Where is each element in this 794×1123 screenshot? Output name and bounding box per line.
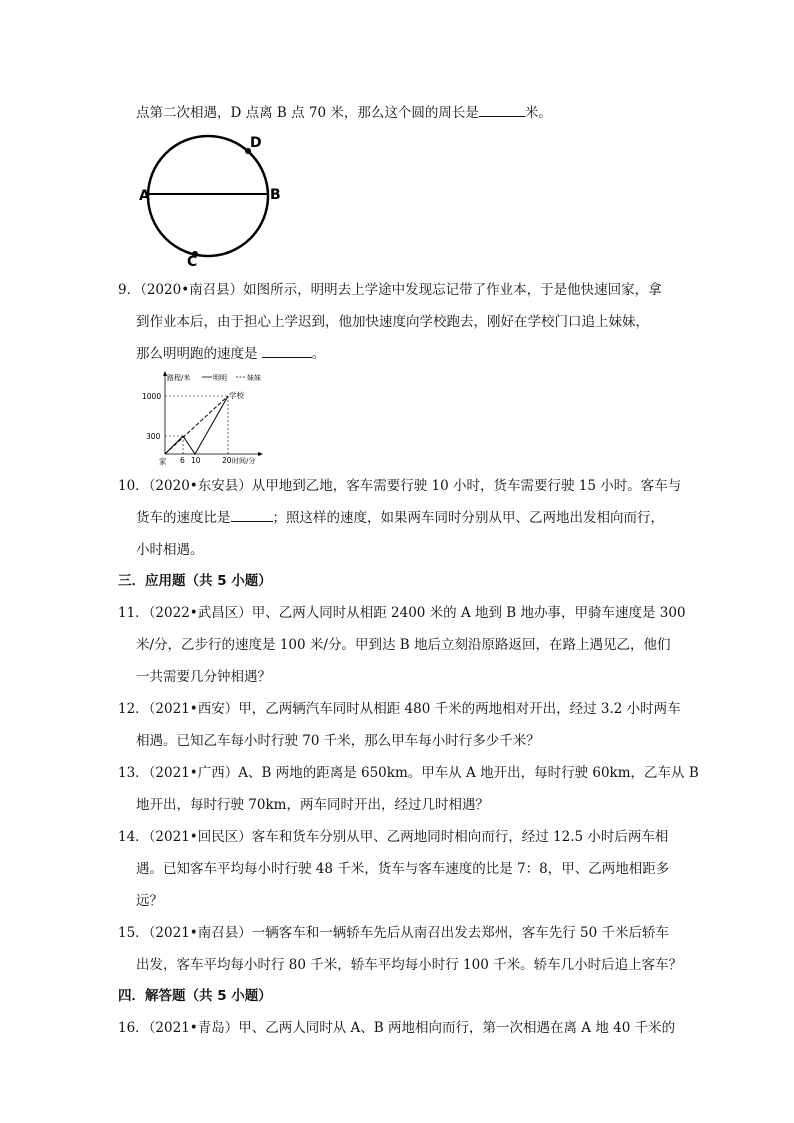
label-a: A xyxy=(139,188,150,204)
question-16-line-1: 16．（2021•青岛）甲、乙两人同时从 A、B 两地相向而行，第一次相遇在离 A 地 40 千米的 xyxy=(118,1020,676,1036)
legend-solid-label: 明明 xyxy=(213,374,227,382)
distance-time-graph xyxy=(140,368,270,468)
question-12-line-2: 相遇。已知乙车每小时行驶 70 千米，那么甲车每小时行多少千米？ xyxy=(136,733,540,749)
school-label: 学校 xyxy=(229,391,244,400)
label-c: C xyxy=(187,254,198,268)
question-10-text: 货车的速度比是 xyxy=(136,510,231,526)
question-12-line-1: 12．（2021•西安）甲，乙两辆汽车同时从相距 480 千米的两地相对开出，经过 3.2 小时两车 xyxy=(118,701,681,717)
question-9-line-2: 到作业本后，由于担心上学迟到，他加快速度向学校跑去，刚好在学校门口追上妹妹， xyxy=(136,314,649,330)
tick-10: 10 xyxy=(191,456,201,465)
question-10-line-3: 小时相遇。 xyxy=(136,542,204,558)
tick-6: 6 xyxy=(180,456,185,465)
section-3-heading: 三．应用题（共 5 小题） xyxy=(118,573,272,589)
question-15-line-1: 15．（2021•南召县）一辆客车和一辆轿车先后从南召出发去郑州，客车先行 50 千米后轿车 xyxy=(118,925,670,941)
question-9-line-3 xyxy=(136,345,325,363)
y-axis-label: 路程/米 xyxy=(167,374,191,382)
section-4-heading: 四．解答题（共 5 小题） xyxy=(118,988,272,1004)
x-axis-label: 时间/分 xyxy=(232,457,256,465)
question-14-line-3: 远？ xyxy=(136,893,163,909)
tick-300: 300 xyxy=(146,432,161,441)
home-label: 家 xyxy=(159,457,167,466)
question-10-text-2: ；照这样的速度，如果两车同时分别从甲、乙两地出发相向而行， xyxy=(272,510,664,526)
question-13-line-1: 13．（2021•广西）A、B 两地的距离是 650km。甲车从 A 地开出，每时行驶 60km，乙车从 B xyxy=(118,765,699,781)
question-8-end: 米。 xyxy=(524,105,552,121)
circle xyxy=(148,136,268,256)
answer-blank[interactable] xyxy=(479,104,525,117)
label-b: B xyxy=(270,187,281,203)
tick-1000: 1000 xyxy=(142,392,162,401)
question-9-text: 那么明明跑的速度是 xyxy=(136,346,258,362)
circle-figure xyxy=(138,133,288,268)
question-11-line-1: 11．（2022•武昌区）甲、乙两人同时从相距 2400 米的 A 地到 B 地办事，甲骑车速度是 300 xyxy=(118,605,686,621)
label-d: D xyxy=(250,135,262,151)
answer-blank[interactable] xyxy=(231,509,273,522)
question-14-line-2: 遇。已知客车平均每小时行驶 48 千米，货车与客车速度的比是 7：8，甲、乙两地相距多 xyxy=(136,861,670,877)
question-11-line-3: 一共需要几分钟相遇？ xyxy=(136,669,271,685)
question-11-line-2: 米/分，乙步行的速度是 100 米/分。甲到达 B 地后立刻沿原路返回，在路上遇见乙，他们 xyxy=(136,637,671,653)
question-13-line-2: 地开出，每时行驶 70km，两车同时开出，经过几时相遇？ xyxy=(136,797,489,813)
legend-dashed-label: 妹妹 xyxy=(247,374,261,382)
question-8-tail xyxy=(136,104,552,122)
question-15-line-2: 出发，客车平均每小时行 80 千米，轿车平均每小时行 100 千米。轿车几小时后追上客车？ xyxy=(136,957,683,973)
x-axis-arrow xyxy=(258,452,263,456)
tick-20: 20 xyxy=(222,456,232,465)
question-14-line-1: 14．（2021•回民区）客车和货车分别从甲、乙两地同时相向而行，经过 12.5 小时后两车相 xyxy=(118,829,669,845)
meimei-line xyxy=(165,396,228,454)
answer-blank[interactable] xyxy=(262,345,312,358)
question-9-line-1: 9．（2020•南召县）如图所示，明明去上学途中发现忘记带了作业本，于是他快速回家，拿 xyxy=(118,282,662,298)
question-10-line-2 xyxy=(136,509,664,527)
question-8-text: 点第二次相遇，D 点离 B 点 70 米，那么这个圆的周长是 xyxy=(136,105,479,121)
question-10-line-1: 10．（2020•东安县）从甲地到乙地，客车需要行驶 10 小时，货车需要行驶 15 小时。客车与 xyxy=(118,478,682,494)
question-9-end: 。 xyxy=(311,346,326,362)
